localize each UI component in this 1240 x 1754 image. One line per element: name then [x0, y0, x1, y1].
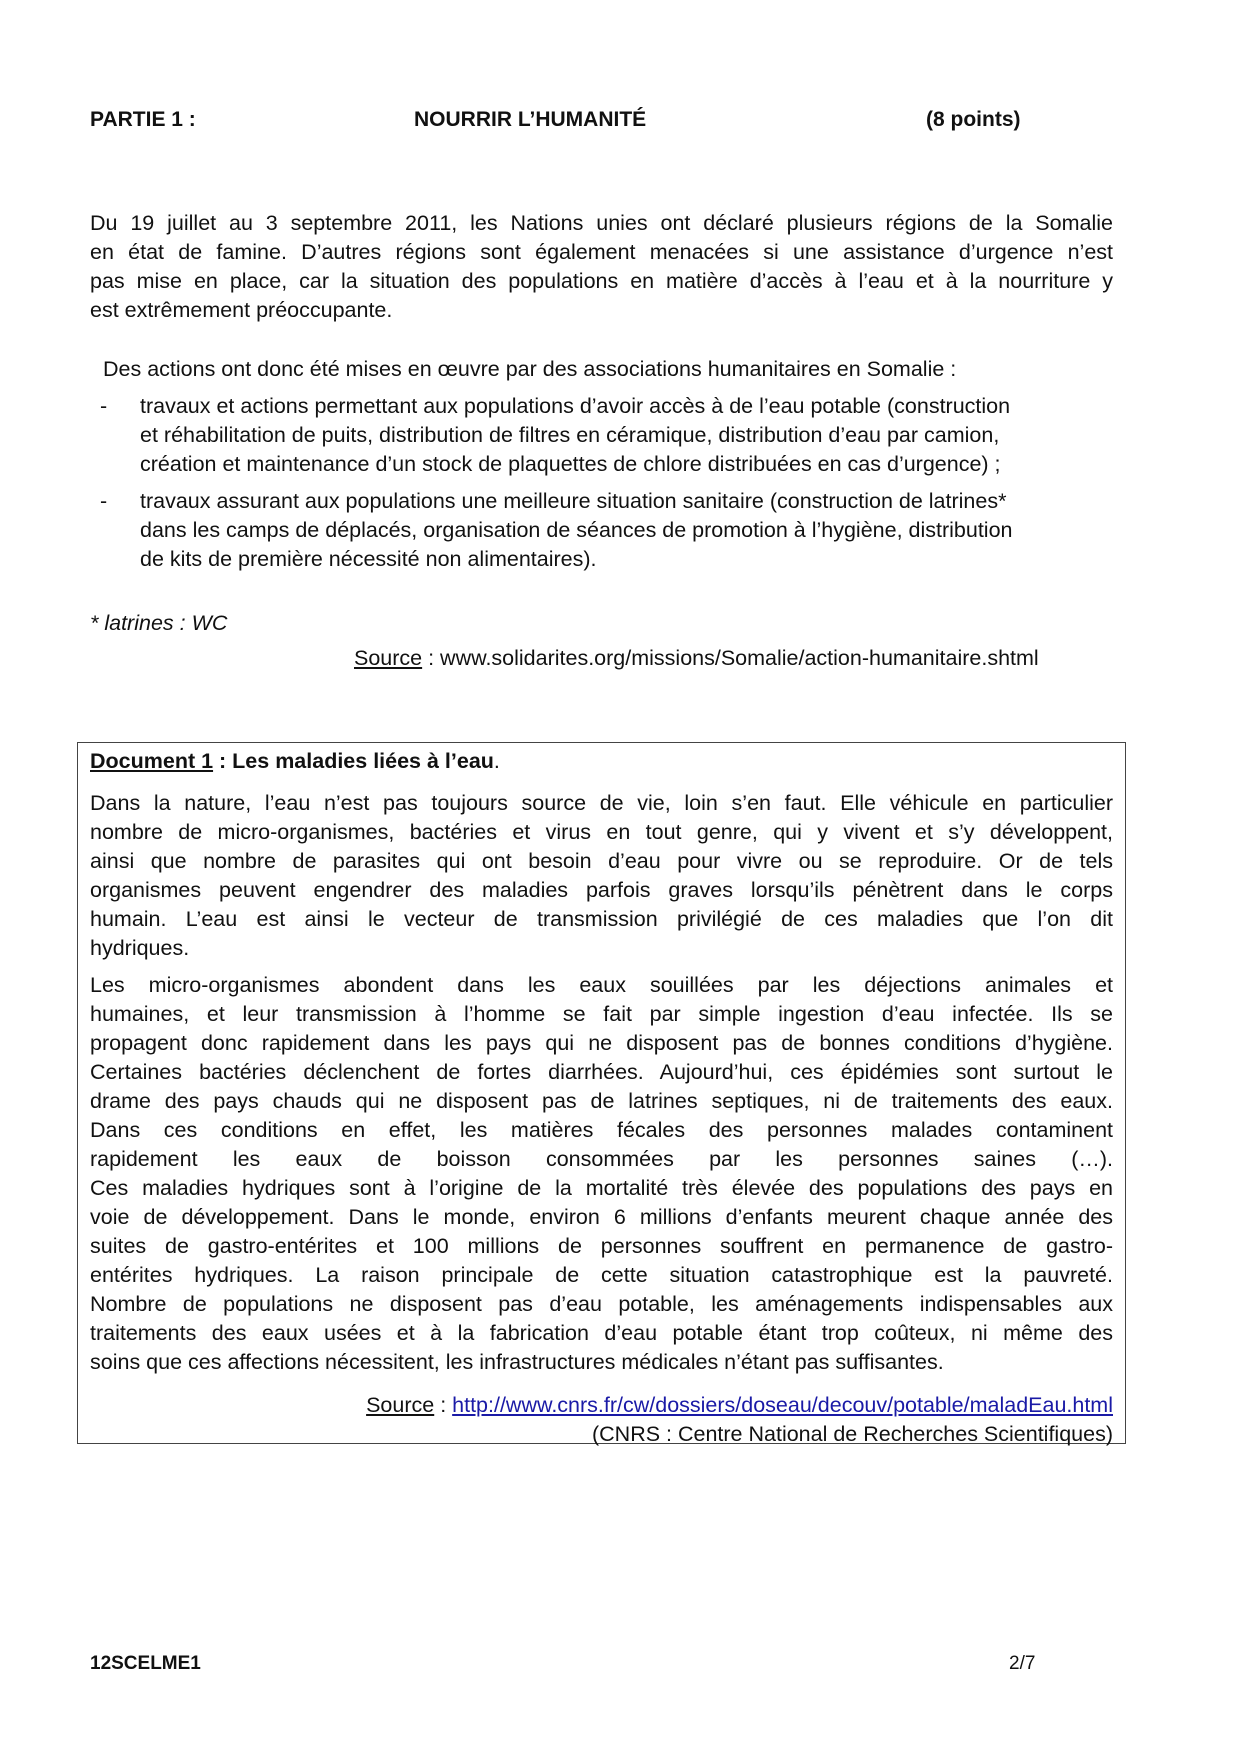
bullet-line: travaux et actions permettant aux populations d’avoir accès à de l’eau potable (construction	[140, 394, 1011, 418]
doc-line: suites de gastro-entérites et 100 millions de personnes souffrent en permanence de gastro-	[90, 1234, 1113, 1258]
intro-line: Du 19 juillet au 3 septembre 2011, les Nations unies ont déclaré plusieurs régions de la Somalie	[90, 211, 1113, 235]
bullet-line: travaux assurant aux populations une meilleure situation sanitaire (construction de latrines*	[140, 489, 1007, 513]
part-title: NOURRIR L’HUMANITÉ	[414, 108, 647, 131]
source-separator: :	[434, 1393, 453, 1417]
points-label: (8 points)	[926, 108, 1021, 131]
document-label: Document 1	[90, 749, 214, 773]
bullet-line: et réhabilitation de puits, distribution de filtres en céramique, distribution d’eau par camion,	[140, 423, 1000, 447]
page-number: 2/7	[1009, 1653, 1036, 1674]
document-1-source	[366, 1392, 1113, 1418]
source-note: (CNRS : Centre National de Recherches Scientifiques)	[591, 1422, 1113, 1446]
doc-line: Ces maladies hydriques sont à l’origine de la mortalité très élevée des populations des pays en	[90, 1176, 1113, 1200]
source-text: : www.solidarites.org/missions/Somalie/action-humanitaire.shtml	[422, 646, 1039, 670]
bullet-line: de kits de première nécessité non alimentaires).	[140, 547, 597, 571]
intro-source	[354, 645, 1039, 671]
doc-line: traitements des eaux usées et à la fabrication d’eau potable étant trop coûteux, ni même des	[90, 1321, 1113, 1345]
doc-line: Nombre de populations ne disposent pas d’eau potable, les aménagements indispensables aux	[90, 1292, 1113, 1316]
document-1-title	[90, 748, 500, 774]
doc-line: ainsi que nombre de parasites qui ont besoin d’eau pour vivre ou se reproduire. Or de tels	[90, 849, 1113, 873]
exam-code: 12SCELME1	[90, 1653, 201, 1674]
doc-line: propagent donc rapidement dans les pays qui ne disposent pas de bonnes conditions d’hygiène.	[90, 1031, 1113, 1055]
doc-line: Certaines bactéries déclenchent de fortes diarrhées. Aujourd’hui, ces épidémies sont surtout le	[90, 1060, 1113, 1084]
doc-line: organismes peuvent engendrer des maladies parfois graves lorsqu’ils pénètrent dans le corps	[90, 878, 1113, 902]
doc-line: humaines, et leur transmission à l’homme se fait par simple ingestion d’eau infectée. Ils se	[90, 1002, 1113, 1026]
footnote: * latrines : WC	[90, 611, 228, 635]
bullet-line: création et maintenance d’un stock de plaquettes de chlore distribuées en cas d’urgence) ;	[140, 452, 1001, 476]
doc-line: Dans ces conditions en effet, les matières fécales des personnes malades contaminent	[90, 1118, 1113, 1142]
document-title-text: : Les maladies liées à l’eau	[213, 749, 494, 773]
doc-line: entérites hydriques. La raison principale de cette situation catastrophique est la pauvreté.	[90, 1263, 1113, 1287]
source-link[interactable]: http://www.cnrs.fr/cw/dossiers/doseau/decouv/potable/maladEau.html	[452, 1393, 1113, 1417]
doc-line: soins que ces affections nécessitent, les infrastructures médicales n’étant pas suffisantes.	[90, 1350, 944, 1374]
part-label: PARTIE 1 :	[90, 108, 196, 131]
source-label: Source	[366, 1393, 435, 1417]
doc-line: hydriques.	[90, 936, 190, 960]
bullet-dash: -	[100, 394, 108, 418]
intro-line: pas mise en place, car la situation des populations en matière d’accès à l’eau et à la nourriture y	[90, 269, 1113, 293]
intro-line: est extrêmement préoccupante.	[90, 298, 393, 322]
doc-line: voie de développement. Dans le monde, environ 6 millions d’enfants meurent chaque année des	[90, 1205, 1113, 1229]
doc-line: rapidement les eaux de boisson consommées par les personnes saines (…).	[90, 1147, 1113, 1171]
title-period: .	[493, 749, 500, 773]
doc-line: nombre de micro-organismes, bactéries et virus en tout genre, qui y vivent et s’y développent,	[90, 820, 1113, 844]
doc-line: Les micro-organismes abondent dans les eaux souillées par les déjections animales et	[90, 973, 1113, 997]
intro-line: en état de famine. D’autres régions sont également menacées si une assistance d’urgence n’est	[90, 240, 1113, 264]
bullet-dash: -	[100, 489, 108, 513]
doc-line: humain. L’eau est ainsi le vecteur de transmission privilégié de ces maladies que l’on dit	[90, 907, 1113, 931]
bullet-line: dans les camps de déplacés, organisation de séances de promotion à l’hygiène, distribution	[140, 518, 1013, 542]
source-label: Source	[354, 646, 423, 670]
doc-line: Dans la nature, l’eau n’est pas toujours source de vie, loin s’en faut. Elle véhicule en particulier	[90, 791, 1113, 815]
doc-line: drame des pays chauds qui ne disposent pas de latrines septiques, ni de traitements des eaux.	[90, 1089, 1113, 1113]
actions-lead: Des actions ont donc été mises en œuvre par des associations humanitaires en Somalie :	[103, 357, 957, 381]
